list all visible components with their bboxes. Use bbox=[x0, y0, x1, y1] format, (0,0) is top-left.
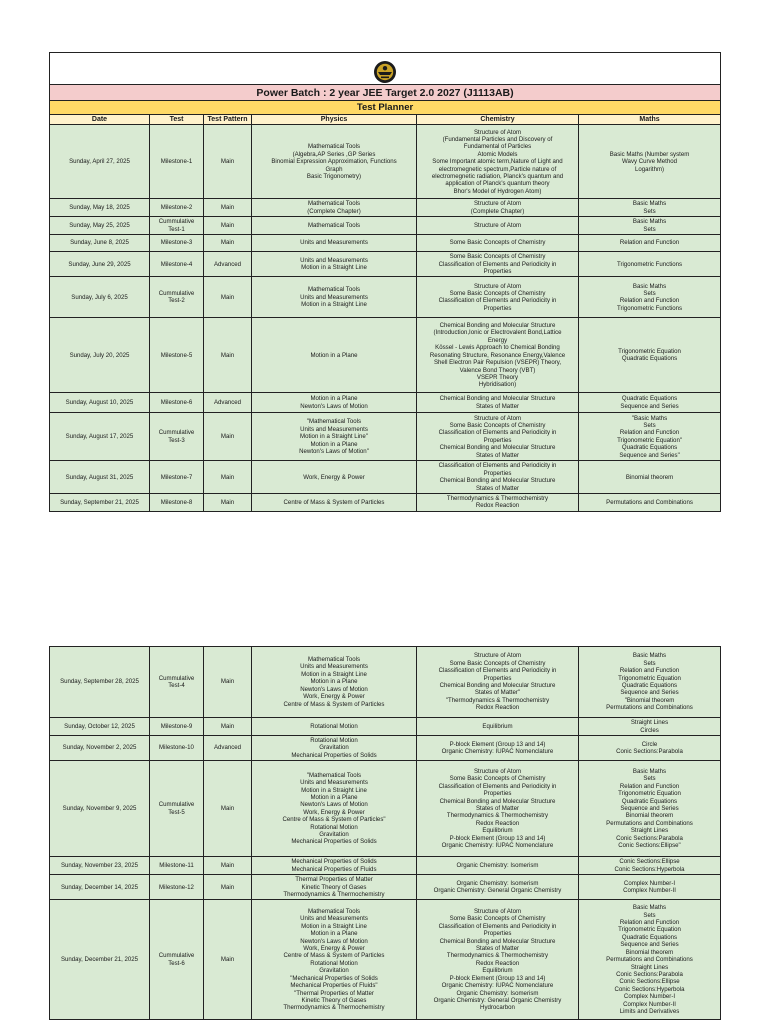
table-row bbox=[50, 900, 721, 1020]
cell-test: Milestone-11 bbox=[150, 857, 204, 875]
cell-physics: Centre of Mass & System of Particles bbox=[252, 494, 417, 512]
cell-physics: Motion in a Plane bbox=[252, 318, 417, 393]
cell-chemistry: Structure of Atom Some Basic Concepts of Chemistry Classification of Elements and Periodicity in Properties bbox=[417, 277, 579, 318]
cell-physics: "Mathematical Tools Units and Measurements Motion in a Straight Line Motion in a Plane Newton's Laws of Motion Work, Energy & Power Centre of Mass & System of Particles" Rotational Motion Gravitation Mechanical Properties of Solids bbox=[252, 761, 417, 857]
cell-test: Milestone-1 bbox=[150, 125, 204, 199]
cell-chemistry: Chemical Bonding and Molecular Structure (Introduction,Ionic or Electrovalent Bond,Lattice Energy Kössel - Lewis Approach to Chemical Bonding Resonating Structure, Resonance Energy,Valence Shell Electron Pair Repulsion (VSEPR) Theory, Valence Bond Theory (VBT) VSEPR Theory Hybridisation) bbox=[417, 318, 579, 393]
table-row bbox=[50, 235, 721, 252]
cell-test: Milestone-2 bbox=[150, 199, 204, 217]
cell-pattern: Main bbox=[204, 761, 252, 857]
table-row bbox=[50, 318, 721, 393]
cell-chemistry: Structure of Atom (Complete Chapter) bbox=[417, 199, 579, 217]
title-row bbox=[50, 85, 721, 101]
cell-chemistry: Classification of Elements and Periodicity in Properties Chemical Bonding and Molecular Structure States of Matter bbox=[417, 461, 579, 494]
cell-maths: "Basic Maths Sets Relation and Function Trigonometric Equation" Quadratic Equations Sequence and Series" bbox=[579, 413, 721, 461]
cell-date: Sunday, June 8, 2025 bbox=[50, 235, 150, 252]
cell-test: Cummulative Test-2 bbox=[150, 277, 204, 318]
cell-test: Milestone-7 bbox=[150, 461, 204, 494]
table-row bbox=[50, 761, 721, 857]
cell-date: Sunday, July 20, 2025 bbox=[50, 318, 150, 393]
cell-chemistry: P-block Element (Group 13 and 14) Organic Chemistry: IUPAC Nomenclature bbox=[417, 736, 579, 761]
table-row bbox=[50, 736, 721, 761]
cell-date: Sunday, October 12, 2025 bbox=[50, 718, 150, 736]
cell-pattern: Main bbox=[204, 494, 252, 512]
cell-physics: Mathematical Tools Units and Measurements Motion in a Straight Line bbox=[252, 277, 417, 318]
col-chemistry-header: Chemistry bbox=[417, 115, 579, 125]
cell-date: Sunday, November 23, 2025 bbox=[50, 857, 150, 875]
cell-pattern: Main bbox=[204, 318, 252, 393]
cell-chemistry: Structure of Atom Some Basic Concepts of Chemistry Classification of Elements and Periodicity in Properties Chemical Bonding and Molecular Structure States of Matter" "Thermodynamics & Thermochemistry Redox Reaction bbox=[417, 647, 579, 718]
cell-maths: Relation and Function bbox=[579, 235, 721, 252]
cell-test: Milestone-12 bbox=[150, 875, 204, 900]
batch-title: Power Batch : 2 year JEE Target 2.0 2027 (J1113AB) bbox=[50, 85, 721, 101]
cell-date: Sunday, May 25, 2025 bbox=[50, 217, 150, 235]
cell-date: Sunday, September 21, 2025 bbox=[50, 494, 150, 512]
table-row bbox=[50, 413, 721, 461]
cell-pattern: Advanced bbox=[204, 393, 252, 413]
cell-physics: Rotational Motion bbox=[252, 718, 417, 736]
cell-physics: Thermal Properties of Matter Kinetic Theory of Gases Thermodynamics & Thermochemistry bbox=[252, 875, 417, 900]
cell-pattern: Main bbox=[204, 217, 252, 235]
cell-pattern: Main bbox=[204, 125, 252, 199]
cell-pattern: Main bbox=[204, 461, 252, 494]
table-row bbox=[50, 718, 721, 736]
cell-chemistry: Structure of Atom Some Basic Concepts of Chemistry Classification of Elements and Periodicity in Properties Chemical Bonding and Molecular Structure States of Matter Thermodynamics & Thermochemistry Redox Reaction Equilibrium P-block Element (Group 13 and 14) Organic Chemistry: IUPAC Nomenclature Organic Chemistry: Isomerism Organic Chemistry: General Organic Chemistry Hydrocarbon bbox=[417, 900, 579, 1020]
cell-test: Milestone-10 bbox=[150, 736, 204, 761]
cell-physics: Mechanical Properties of Solids Mechanical Properties of Fluids bbox=[252, 857, 417, 875]
cell-chemistry: Organic Chemistry: Isomerism bbox=[417, 857, 579, 875]
cell-physics: Rotational Motion Gravitation Mechanical Properties of Solids bbox=[252, 736, 417, 761]
cell-chemistry: Some Basic Concepts of Chemistry Classification of Elements and Periodicity in Properties bbox=[417, 252, 579, 277]
cell-maths: Conic Sections:Ellipse Conic Sections:Hyperbola bbox=[579, 857, 721, 875]
table-row bbox=[50, 875, 721, 900]
cell-date: Sunday, April 27, 2025 bbox=[50, 125, 150, 199]
planner-subtitle: Test Planner bbox=[50, 101, 721, 115]
cell-maths: Basic Maths Sets Relation and Function Trigonometric Equation Quadratic Equations Sequence and Series Binomial theorem Permutations and Combinations Straight Lines Conic Sections:Parabola Conic Sections:Ellipse" bbox=[579, 761, 721, 857]
cell-chemistry: Equilibrium bbox=[417, 718, 579, 736]
cell-physics: Mathematical Tools (Algebra,AP Series ,GP Series Binomial Expression Approximation, Functions Graph Basic Trigonometry) bbox=[252, 125, 417, 199]
cell-date: Sunday, December 14, 2025 bbox=[50, 875, 150, 900]
cell-chemistry: Some Basic Concepts of Chemistry bbox=[417, 235, 579, 252]
cell-date: Sunday, May 18, 2025 bbox=[50, 199, 150, 217]
cell-pattern: Advanced bbox=[204, 736, 252, 761]
cell-maths: Permutations and Combinations bbox=[579, 494, 721, 512]
cell-physics: Units and Measurements Motion in a Straight Line bbox=[252, 252, 417, 277]
cell-maths: Binomial theorem bbox=[579, 461, 721, 494]
cell-test: Milestone-4 bbox=[150, 252, 204, 277]
schedule-body-page-2 bbox=[50, 647, 721, 1020]
cell-chemistry: Structure of Atom (Fundamental Particles and Discovery of Fundamental of Particles Atomic Models Some Important atomic term,Nature of Light and electromegnetic spectrum,Particle nature of electromegnetic radiation, Planck's quantum and application of Planck's quantum theory Bhor's Model of Hydrogen Atom) bbox=[417, 125, 579, 199]
cell-date: Sunday, August 10, 2025 bbox=[50, 393, 150, 413]
cell-maths: Trigonometric Functions bbox=[579, 252, 721, 277]
cell-test: Milestone-8 bbox=[150, 494, 204, 512]
cell-pattern: Main bbox=[204, 235, 252, 252]
cell-test: Milestone-5 bbox=[150, 318, 204, 393]
table-row bbox=[50, 217, 721, 235]
cell-test: Cummulative Test-3 bbox=[150, 413, 204, 461]
cell-chemistry: Chemical Bonding and Molecular Structure States of Matter bbox=[417, 393, 579, 413]
cell-pattern: Main bbox=[204, 413, 252, 461]
table-row bbox=[50, 494, 721, 512]
table-row bbox=[50, 857, 721, 875]
cell-pattern: Main bbox=[204, 857, 252, 875]
col-pattern-header: Test Pattern bbox=[204, 115, 252, 125]
table-row bbox=[50, 461, 721, 494]
cell-maths: Quadratic Equations Sequence and Series bbox=[579, 393, 721, 413]
cell-maths: Basic Maths (Number system Wavy Curve Method Logarithm) bbox=[579, 125, 721, 199]
cell-date: Sunday, July 6, 2025 bbox=[50, 277, 150, 318]
col-physics-header: Physics bbox=[252, 115, 417, 125]
schedule-body-page-1 bbox=[50, 125, 721, 511]
cell-pattern: Main bbox=[204, 718, 252, 736]
cell-date: Sunday, August 31, 2025 bbox=[50, 461, 150, 494]
cell-pattern: Main bbox=[204, 875, 252, 900]
cell-pattern: Main bbox=[204, 647, 252, 718]
cell-test: Cummulative Test-4 bbox=[150, 647, 204, 718]
cell-physics: Mathematical Tools Units and Measurements Motion in a Straight Line Motion in a Plane Newton's Laws of Motion Work, Energy & Power Centre of Mass & System of Particles Rotational Motion Gravitation "Mechanical Properties of Solids Mechanical Properties of Fluids" "Thermal Properties of Matter Kinetic Theory of Gases Thermodynamics & Thermochemistry bbox=[252, 900, 417, 1020]
cell-test: Cummulative Test-5 bbox=[150, 761, 204, 857]
col-test-header: Test bbox=[150, 115, 204, 125]
col-date-header: Date bbox=[50, 115, 150, 125]
col-maths-header: Maths bbox=[579, 115, 721, 125]
cell-maths: Straight Lines Circles bbox=[579, 718, 721, 736]
cell-physics: Mathematical Tools Units and Measurements Motion in a Straight Line Motion in a Plane Newton's Laws of Motion Work, Energy & Power Centre of Mass & System of Particles bbox=[252, 647, 417, 718]
table-row bbox=[50, 393, 721, 413]
cell-test: Milestone-6 bbox=[150, 393, 204, 413]
cell-physics: Motion in a Plane Newton's Laws of Motion bbox=[252, 393, 417, 413]
test-planner-table-page-1 bbox=[49, 52, 721, 512]
table-row bbox=[50, 277, 721, 318]
logo-row bbox=[50, 53, 721, 85]
cell-physics: "Mathematical Tools Units and Measurements Motion in a Straight Line" Motion in a Plane Newton's Laws of Motion" bbox=[252, 413, 417, 461]
cell-chemistry: Thermodynamics & Thermochemistry Redox Reaction bbox=[417, 494, 579, 512]
table-row bbox=[50, 647, 721, 718]
cell-pattern: Advanced bbox=[204, 252, 252, 277]
table-row bbox=[50, 199, 721, 217]
cell-maths: Basic Maths Sets Relation and Function Trigonometric Equation Quadratic Equations Sequence and Series Binomial theorem Permutations and Combinations Straight Lines Conic Sections:Parabola Conic Sections:Ellipse Conic Sections:Hyperbola Complex Number-I Complex Number-II Limits and Derivatives bbox=[579, 900, 721, 1020]
cell-date: Sunday, June 29, 2025 bbox=[50, 252, 150, 277]
cell-test: Milestone-9 bbox=[150, 718, 204, 736]
cell-pattern: Main bbox=[204, 900, 252, 1020]
cell-maths: Complex Number-I Complex Number-II bbox=[579, 875, 721, 900]
cell-test: Milestone-3 bbox=[150, 235, 204, 252]
table-row bbox=[50, 125, 721, 199]
cell-physics: Mathematical Tools (Complete Chapter) bbox=[252, 199, 417, 217]
cell-maths: Trigonometric Equation Quadratic Equations bbox=[579, 318, 721, 393]
cell-date: Sunday, November 2, 2025 bbox=[50, 736, 150, 761]
cell-pattern: Main bbox=[204, 277, 252, 318]
cell-test: Cummulative Test-1 bbox=[150, 217, 204, 235]
cell-pattern: Main bbox=[204, 199, 252, 217]
cell-maths: Basic Maths Sets bbox=[579, 217, 721, 235]
cell-date: Sunday, November 9, 2025 bbox=[50, 761, 150, 857]
cell-test: Cummulative Test-6 bbox=[150, 900, 204, 1020]
cell-date: Sunday, September 28, 2025 bbox=[50, 647, 150, 718]
cell-maths: Basic Maths Sets Relation and Function Trigonometric Equation Quadratic Equations Sequence and Series "Binomial theorem Permutations and Combinations bbox=[579, 647, 721, 718]
column-header-row bbox=[50, 115, 721, 125]
cell-chemistry: Structure of Atom bbox=[417, 217, 579, 235]
cell-chemistry: Structure of Atom Some Basic Concepts of Chemistry Classification of Elements and Periodicity in Properties Chemical Bonding and Molecular Structure States of Matter bbox=[417, 413, 579, 461]
cell-date: Sunday, August 17, 2025 bbox=[50, 413, 150, 461]
planner-row bbox=[50, 101, 721, 115]
cell-chemistry: Structure of Atom Some Basic Concepts of Chemistry Classification of Elements and Periodicity in Properties Chemical Bonding and Molecular Structure States of Matter Thermodynamics & Thermochemistry Redox Reaction Equilibrium P-block Element (Group 13 and 14) Organic Chemistry: IUPAC Nomenclature bbox=[417, 761, 579, 857]
table-row bbox=[50, 252, 721, 277]
cell-physics: Mathematical Tools bbox=[252, 217, 417, 235]
cell-maths: Basic Maths Sets bbox=[579, 199, 721, 217]
test-planner-table-page-2 bbox=[49, 646, 721, 1020]
cell-chemistry: Organic Chemistry: Isomerism Organic Chemistry: General Organic Chemistry bbox=[417, 875, 579, 900]
institute-logo-icon bbox=[373, 60, 397, 84]
cell-maths: Basic Maths Sets Relation and Function Trigonometric Functions bbox=[579, 277, 721, 318]
cell-date: Sunday, December 21, 2025 bbox=[50, 900, 150, 1020]
cell-physics: Work, Energy & Power bbox=[252, 461, 417, 494]
cell-physics: Units and Measurements bbox=[252, 235, 417, 252]
cell-maths: Circle Conic Sections:Parabola bbox=[579, 736, 721, 761]
